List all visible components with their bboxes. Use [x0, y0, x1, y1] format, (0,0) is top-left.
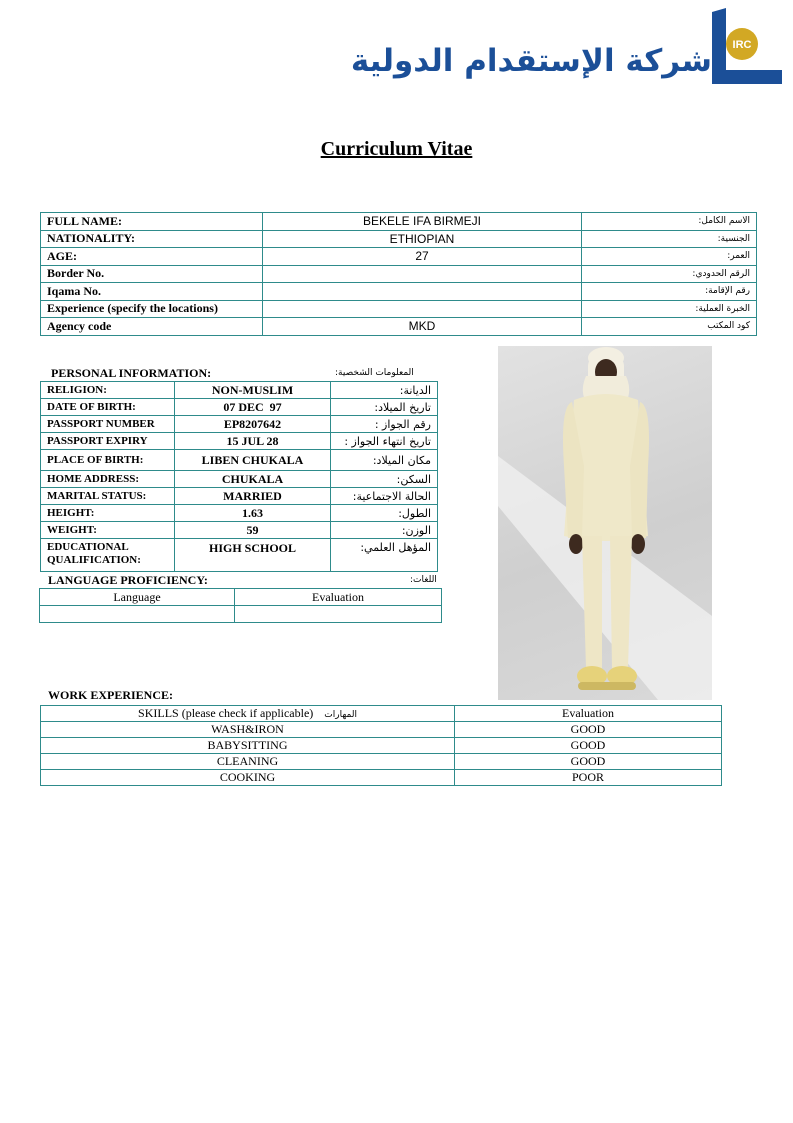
personal-info-table: [40, 381, 438, 572]
logo-badge-text: IRC: [732, 39, 752, 51]
weight-label: WEIGHT:: [41, 522, 175, 539]
passport-expiry-label: PASSPORT EXPIRY: [41, 433, 175, 450]
experience-value: [263, 300, 582, 318]
skill-name: WASH&IRON: [41, 722, 455, 738]
skills-evaluation-header: Evaluation: [455, 706, 722, 722]
passport-expiry-value: 15 JUL 28: [175, 433, 331, 450]
education-value: HIGH SCHOOL: [175, 539, 331, 572]
agency-code-label-ar: كود المكتب: [582, 318, 757, 336]
passport-expiry-label-ar: تاريخ انتهاء الجواز :: [331, 433, 438, 450]
place-of-birth-label: PLACE OF BIRTH:: [41, 450, 175, 471]
iqama-no-value: [263, 283, 582, 301]
full-name-label-ar: الاسم الكامل:: [582, 213, 757, 231]
skill-evaluation: POOR: [455, 770, 722, 786]
skill-evaluation: GOOD: [455, 738, 722, 754]
skill-name: CLEANING: [41, 754, 455, 770]
evaluation-cell: [235, 606, 442, 623]
language-col-header: Language: [40, 589, 235, 606]
table-row: [41, 399, 438, 416]
skill-name: BABYSITTING: [41, 738, 455, 754]
table-row: [41, 539, 438, 572]
table-row: [41, 770, 722, 786]
border-no-value: [263, 265, 582, 283]
table-row: [41, 213, 757, 231]
border-no-label-ar: الرقم الحدودي:: [582, 265, 757, 283]
age-label: AGE:: [41, 248, 263, 266]
education-label-line2: QUALIFICATION:: [47, 554, 141, 566]
education-label-line1: EDUCATIONAL: [47, 541, 129, 553]
full-name-value: BEKELE IFA BIRMEJI: [263, 213, 582, 231]
full-name-label: FULL NAME:: [41, 213, 263, 231]
irc-badge-icon: [712, 8, 782, 86]
iqama-no-label-ar: رقم الإقامة:: [582, 283, 757, 301]
table-row: [41, 754, 722, 770]
table-row: [41, 522, 438, 539]
table-row: [41, 488, 438, 505]
height-value: 1.63: [175, 505, 331, 522]
table-row: [41, 706, 722, 722]
agency-code-value: MKD: [263, 318, 582, 336]
personal-info-heading: PERSONAL INFORMATION:: [51, 366, 212, 380]
religion-value: NON-MUSLIM: [175, 382, 331, 399]
dob-label: DATE OF BIRTH:: [41, 399, 175, 416]
table-row: [41, 722, 722, 738]
table-row: [41, 265, 757, 283]
age-label-ar: العمر:: [582, 248, 757, 266]
experience-label-ar: الخبرة العملية:: [582, 300, 757, 318]
skill-evaluation: GOOD: [455, 754, 722, 770]
religion-label-ar: الديانة:: [331, 382, 438, 399]
home-address-label-ar: السكن:: [331, 471, 438, 488]
table-row: [41, 505, 438, 522]
table-row: [41, 283, 757, 301]
skill-evaluation: GOOD: [455, 722, 722, 738]
dob-label-ar: تاريخ الميلاد:: [331, 399, 438, 416]
place-of-birth-label-ar: مكان الميلاد:: [331, 450, 438, 471]
iqama-no-label: Iqama No.: [41, 283, 263, 301]
language-heading-ar: اللغات:: [410, 575, 437, 585]
education-label-ar: المؤهل العلمي:: [331, 539, 438, 572]
passport-number-label-ar: رقم الجواز :: [331, 416, 438, 433]
marital-status-label-ar: الحالة الاجتماعية:: [331, 488, 438, 505]
candidate-photo: [498, 346, 712, 700]
page-title: Curriculum Vitae: [320, 138, 473, 160]
language-cell: [40, 606, 235, 623]
dob-value: 07 DEC 97: [175, 399, 331, 416]
table-row: [40, 589, 442, 606]
work-experience-table: [40, 705, 722, 786]
passport-number-value: EP8207642: [175, 416, 331, 433]
experience-label: Experience (specify the locations): [41, 300, 263, 318]
height-label-ar: الطول:: [331, 505, 438, 522]
weight-value: 59: [175, 522, 331, 539]
table-row: [41, 416, 438, 433]
table-row: [41, 230, 757, 248]
skills-col-header-ar: المهارات: [324, 710, 357, 720]
logo-arabic-text: شركة الإستقدام الدولية: [350, 43, 712, 79]
height-label: HEIGHT:: [41, 505, 175, 522]
table-row: [40, 606, 442, 623]
home-address-value: CHUKALA: [175, 471, 331, 488]
border-no-label: Border No.: [41, 265, 263, 283]
table-row: [41, 248, 757, 266]
table-row: [41, 433, 438, 450]
religion-label: RELIGION:: [41, 382, 175, 399]
skill-name: COOKING: [41, 770, 455, 786]
place-of-birth-value: LIBEN CHUKALA: [175, 450, 331, 471]
nationality-label-ar: الجنسية:: [582, 230, 757, 248]
work-experience-heading: WORK EXPERIENCE:: [48, 688, 174, 702]
evaluation-col-header: Evaluation: [235, 589, 442, 606]
marital-status-value: MARRIED: [175, 488, 331, 505]
weight-label-ar: الوزن:: [331, 522, 438, 539]
table-row: [41, 471, 438, 488]
passport-number-label: PASSPORT NUMBER: [41, 416, 175, 433]
language-heading: LANGUAGE PROFICIENCY:: [48, 573, 208, 587]
table-row: [41, 382, 438, 399]
table-row: [41, 318, 757, 336]
marital-status-label: MARITAL STATUS:: [41, 488, 175, 505]
table-row: [41, 450, 438, 471]
agency-code-label: Agency code: [41, 318, 263, 336]
table-row: [41, 300, 757, 318]
main-info-table: [40, 212, 757, 336]
skills-col-header-text: SKILLS (please check if applicable): [138, 706, 314, 720]
home-address-label: HOME ADDRESS:: [41, 471, 175, 488]
nationality-label: NATIONALITY:: [41, 230, 263, 248]
company-logo: [350, 8, 782, 88]
personal-info-heading-ar: المعلومات الشخصية:: [335, 368, 414, 378]
table-row: [41, 738, 722, 754]
education-label: [41, 539, 175, 572]
nationality-value: ETHIOPIAN: [263, 230, 582, 248]
person-photo-icon: [498, 346, 712, 700]
age-value: 27: [263, 248, 582, 266]
language-table: [39, 588, 442, 623]
skills-col-header: [41, 706, 455, 722]
